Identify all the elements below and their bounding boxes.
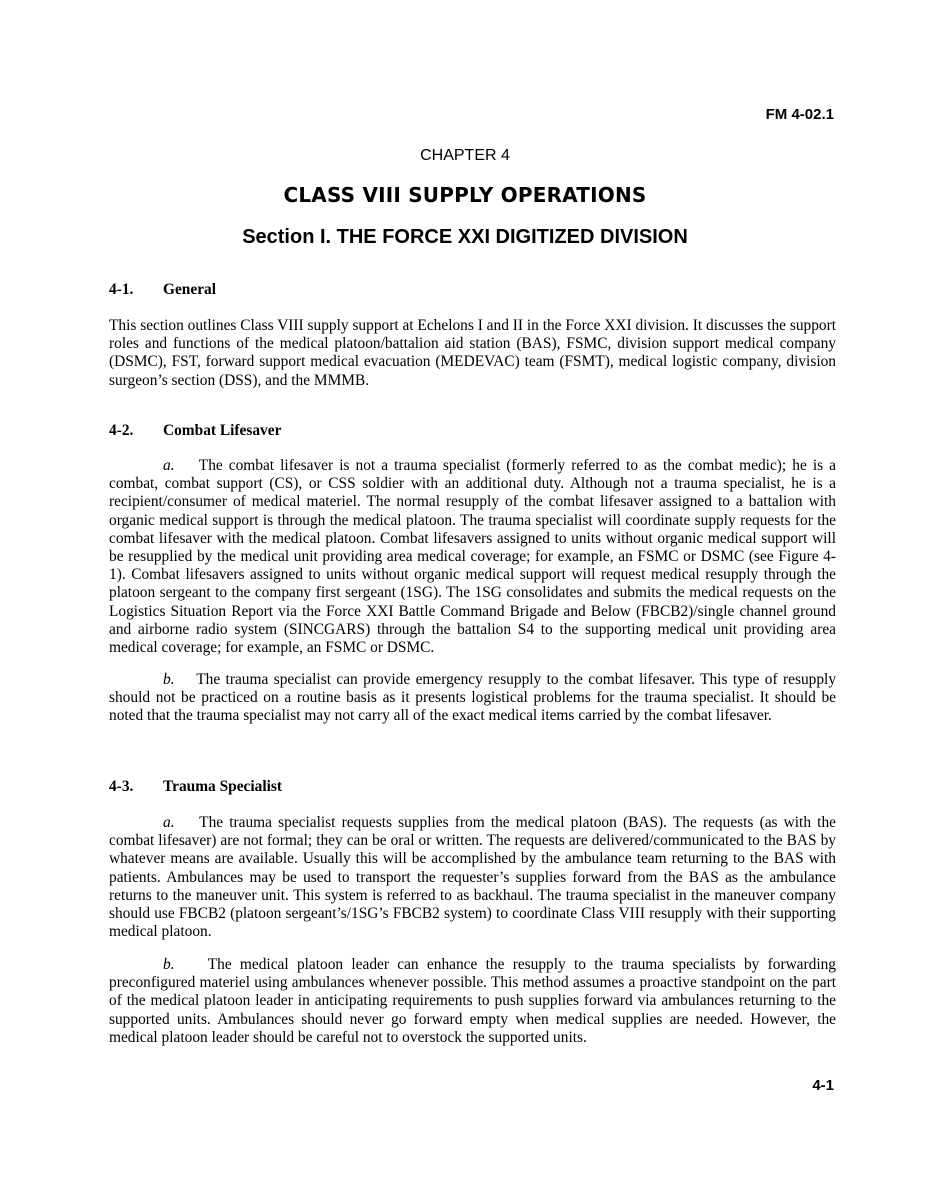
paragraph-4-2a (109, 457, 836, 657)
chapter-title: CLASS VIII SUPPLY OPERATIONS (283, 183, 647, 207)
heading-number: 4-2. (109, 422, 134, 439)
subparagraph-text: The trauma specialist requests supplies from the medical platoon (BAS). The requests (as with the combat lifesaver) are not formal; they can be oral or written. The requests are delivered/communicated to the BAS by whatever means are available. Usually this will be accomplished by the ambulance team returning to the BAS with patients. Ambulances may be used to transport the requester’s supplies forward from the BAS as the ambulance returns to the maneuver unit. This system is referred to as backhaul. The trauma specialist in the maneuver company should use FBCB2 (platoon sergeant’s/1SG’s FBCB2 system) to coordinate Class VIII resupply with their supporting medical platoon. (109, 814, 836, 941)
subparagraph-text: The combat lifesaver is not a trauma specialist (formerly referred to as the combat medic); he is a combat, combat support (CS), or CSS soldier with an additional duty. Although not a trauma specialist, he is a recipient/consumer of medical materiel. The normal resupply of the combat lifesaver assigned to a battalion with organic medical support is through the medical platoon. The trauma specialist will coordinate supply requests for the combat lifesaver with the medical platoon. Combat lifesavers assigned to units without organic medical support will be resupplied by the medical unit providing area medical coverage; for example, an FSMC or DSMC (see Figure 4-1). Combat lifesavers assigned to units without organic medical support will request medical resupply through the platoon sergeant to the company first sergeant (1SG). The 1SG consolidates and submits the medical requests on the Logistics Situation Report via the Force XXI Battle Command Brigade and Below (FBCB2)/single channel ground and airborne radio system (SINCGARS) through the battalion S4 to the supporting medical unit providing area medical coverage; for example, an FSMC or DSMC. (109, 457, 836, 657)
heading-number: 4-3. (109, 778, 134, 795)
paragraph-text (109, 956, 836, 1047)
section-title: Section I. THE FORCE XXI DIGITIZED DIVISION (242, 226, 688, 248)
paragraph-4-3b (109, 956, 836, 1047)
heading-text: Combat Lifesaver (163, 422, 282, 439)
heading-text: Trauma Specialist (163, 778, 282, 795)
heading-4-1 (109, 281, 216, 299)
heading-text: General (163, 281, 216, 298)
heading-number: 4-1. (109, 281, 134, 298)
subparagraph-text: The trauma specialist can provide emergency resupply to the combat lifesaver. This type of resupply should not be practiced on a routine basis as it presents logistical problems for the trauma specialist. It should be noted that the trauma specialist may not carry all of the exact medical items carried by the combat lifesaver. (109, 671, 837, 725)
subparagraph-letter: b. (163, 956, 175, 973)
heading-4-3 (109, 778, 282, 796)
paragraph-4-1 (109, 317, 836, 390)
heading-4-2 (109, 422, 281, 440)
subparagraph-letter: a. (163, 814, 175, 831)
paragraph-4-3a (109, 814, 836, 941)
paragraph-text: This section outlines Class VIII supply support at Echelons I and II in the Force XXI division. It discusses the support roles and functions of the medical platoon/battalion aid station (BAS), FSMC, division support medical company (DSMC), FST, forward support medical evacuation (MEDEVAC) team (FSMT), medical logistic company, division surgeon’s section (DSS), and the MMMB. (109, 317, 836, 389)
subparagraph-letter: b. (163, 671, 175, 688)
page-number: 4-1 (812, 1077, 834, 1094)
subparagraph-text: The medical platoon leader can enhance the resupply to the trauma specialists by forwarding preconfigured materiel using ambulances whenever possible. This method assumes a proactive standpoint on the part of the medical platoon leader in anticipating requirements to push supplies forward via ambulances returning to the supported units. Ambulances should never go forward empty when medical supplies are needed. However, the medical platoon leader should be careful not to overstock the supported units. (109, 956, 836, 1046)
subparagraph-letter: a. (163, 457, 175, 474)
paragraph-text (109, 457, 836, 657)
paragraph-text (109, 814, 836, 941)
paragraph-4-2b (109, 671, 836, 726)
document-id-header: FM 4-02.1 (765, 106, 834, 123)
paragraph-text (109, 671, 836, 726)
chapter-label: CHAPTER 4 (420, 147, 510, 164)
